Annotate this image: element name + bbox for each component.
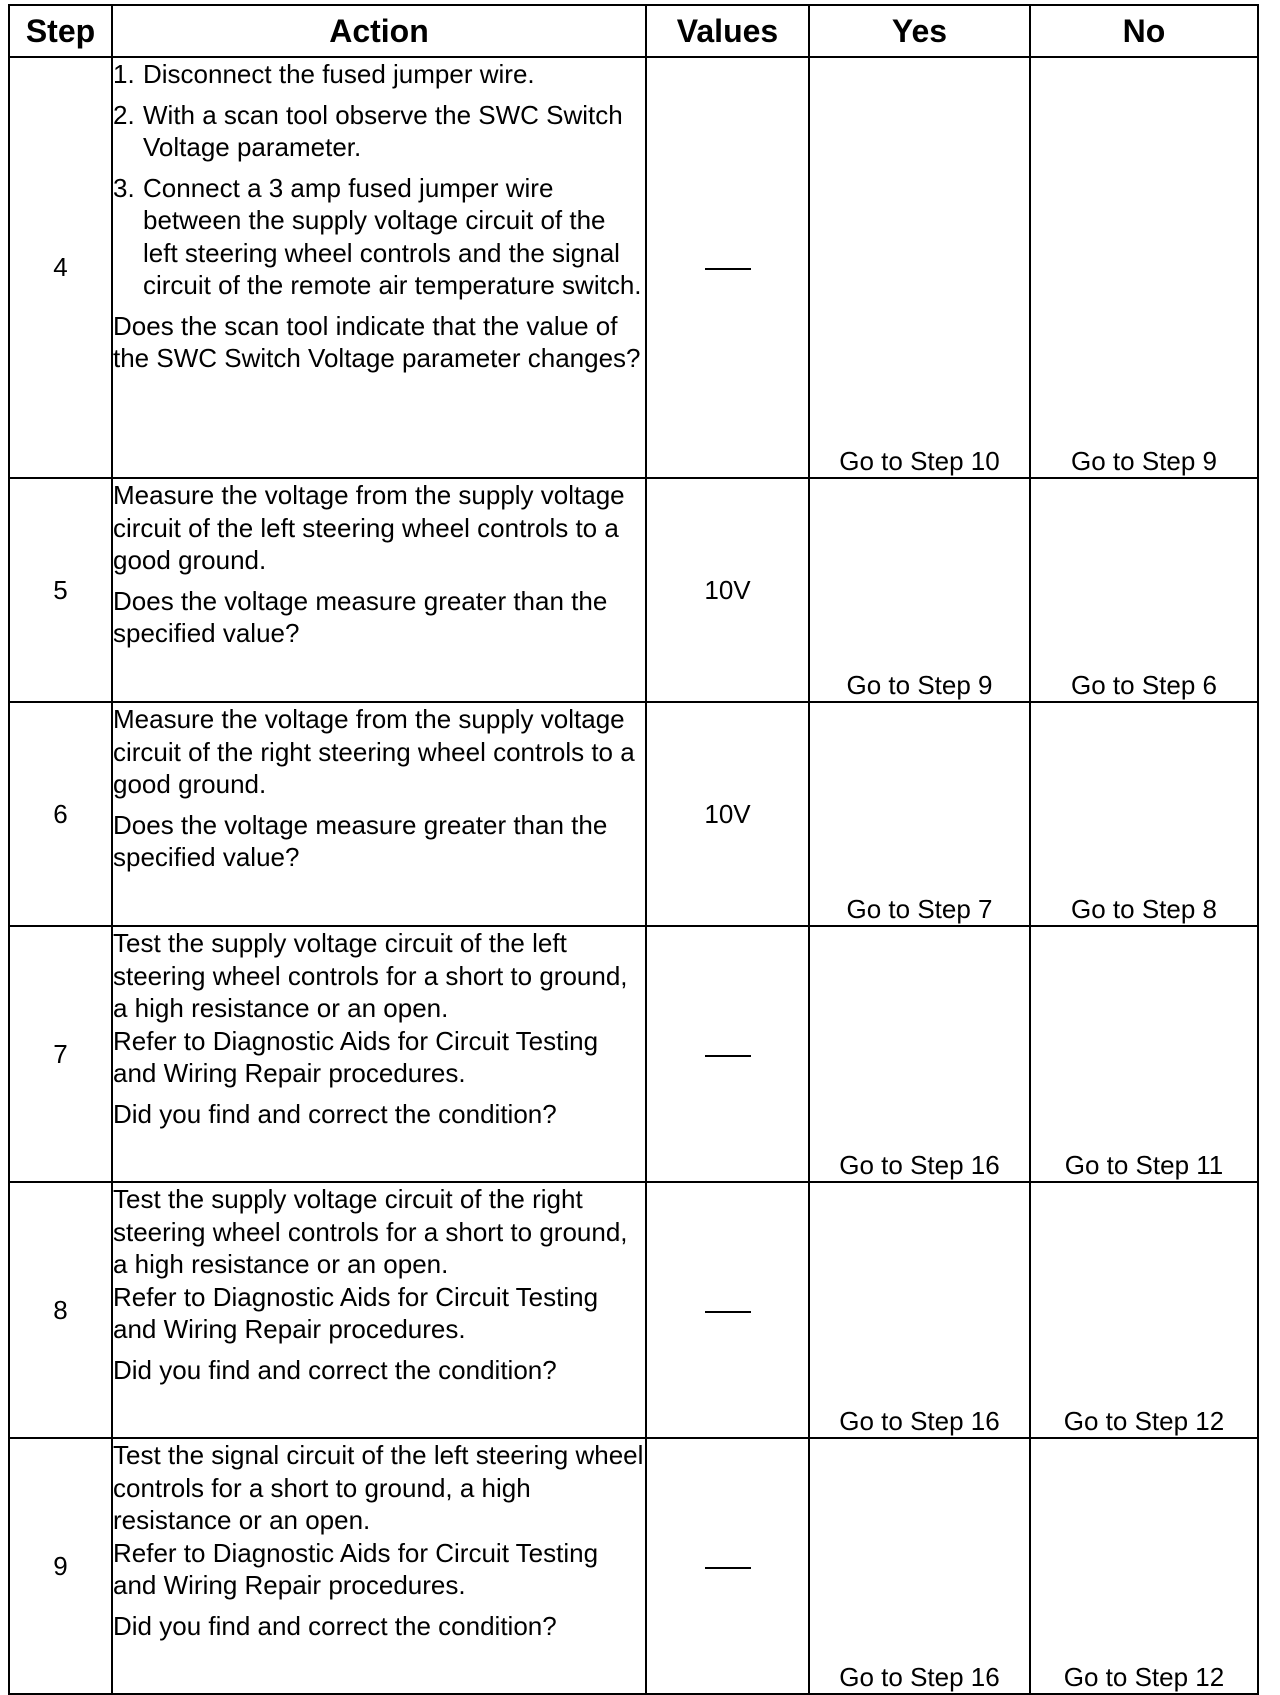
- table-row: [9, 702, 1258, 926]
- value-cell: 10V: [646, 478, 809, 702]
- step-number: 6: [9, 702, 112, 926]
- not-applicable-dash: [705, 1055, 751, 1057]
- action-question: Did you find and correct the condition?: [113, 1098, 557, 1129]
- step-number: 8: [9, 1182, 112, 1438]
- diagnostic-table: [8, 4, 1259, 1695]
- not-applicable-dash: [705, 1567, 751, 1569]
- table-row: [9, 926, 1258, 1182]
- action-reference: Refer to Diagnostic Aids for Circuit Testing and Wiring Repair procedures.: [113, 1281, 599, 1344]
- step-number: 9: [9, 1438, 112, 1694]
- list-item-text: With a scan tool observe the SWC Switch Voltage parameter.: [143, 99, 623, 162]
- action-column-header: Action: [112, 5, 646, 57]
- value-cell: [646, 1438, 809, 1694]
- no-result: Go to Step 9: [1030, 57, 1258, 478]
- value-cell: 10V: [646, 702, 809, 926]
- action-question: Did you find and correct the condition?: [113, 1610, 557, 1641]
- action-cell: [112, 926, 646, 1182]
- table-row: [9, 1438, 1258, 1694]
- list-item: [113, 99, 645, 164]
- no-result: Go to Step 6: [1030, 478, 1258, 702]
- list-item-number: 2.: [113, 99, 135, 130]
- action-question: Does the voltage measure greater than the specified value?: [113, 585, 608, 648]
- list-item-text: Connect a 3 amp fused jumper wire between the supply voltage circuit of the left steering wheel controls and the signal circuit of the remote air temperature switch.: [143, 172, 642, 300]
- action-question: Does the scan tool indicate that the value of the SWC Switch Voltage parameter changes?: [113, 310, 641, 373]
- not-applicable-dash: [705, 268, 751, 270]
- step-number: 5: [9, 478, 112, 702]
- action-cell: [112, 702, 646, 926]
- step-number: 4: [9, 57, 112, 478]
- value-cell: [646, 926, 809, 1182]
- step-number: 7: [9, 926, 112, 1182]
- table-row: [9, 478, 1258, 702]
- action-cell: [112, 57, 646, 478]
- action-instruction: Test the supply voltage circuit of the right steering wheel controls for a short to ground, a high resistance or an open.: [113, 1184, 628, 1279]
- action-instruction: Test the supply voltage circuit of the left steering wheel controls for a short to ground, a high resistance or an open.: [113, 928, 628, 1023]
- action-instruction: Measure the voltage from the supply voltage circuit of the right steering wheel controls to a good ground.: [113, 704, 635, 799]
- list-item-number: 1.: [113, 59, 135, 89]
- action-question: Does the voltage measure greater than the specified value?: [113, 809, 608, 872]
- no-result: Go to Step 12: [1030, 1438, 1258, 1694]
- action-reference: Refer to Diagnostic Aids for Circuit Testing and Wiring Repair procedures.: [113, 1537, 599, 1600]
- yes-column-header: Yes: [809, 5, 1030, 57]
- values-column-header: Values: [646, 5, 809, 57]
- step-column-header: Step: [9, 5, 112, 57]
- action-question: Did you find and correct the condition?: [113, 1354, 557, 1385]
- yes-result: Go to Step 10: [809, 57, 1030, 478]
- action-cell: [112, 1182, 646, 1438]
- header-row: [9, 5, 1258, 57]
- no-column-header: No: [1030, 5, 1258, 57]
- list-item: [113, 58, 645, 91]
- list-item-text: Disconnect the fused jumper wire.: [143, 59, 535, 89]
- action-instruction: Measure the voltage from the supply voltage circuit of the left steering wheel controls to a good ground.: [113, 480, 625, 575]
- table-row: [9, 1182, 1258, 1438]
- no-result: Go to Step 8: [1030, 702, 1258, 926]
- no-result: Go to Step 11: [1030, 926, 1258, 1182]
- list-item: [113, 172, 645, 302]
- table-row: [9, 57, 1258, 478]
- yes-result: Go to Step 16: [809, 1182, 1030, 1438]
- yes-result: Go to Step 9: [809, 478, 1030, 702]
- action-instruction: Test the signal circuit of the left steering wheel controls for a short to ground, a high resistance or an open.: [113, 1440, 644, 1535]
- list-item-number: 3.: [113, 172, 135, 203]
- action-cell: [112, 478, 646, 702]
- value-cell: [646, 57, 809, 478]
- action-reference: Refer to Diagnostic Aids for Circuit Testing and Wiring Repair procedures.: [113, 1025, 599, 1088]
- action-cell: [112, 1438, 646, 1694]
- value-cell: [646, 1182, 809, 1438]
- no-result: Go to Step 12: [1030, 1182, 1258, 1438]
- yes-result: Go to Step 16: [809, 926, 1030, 1182]
- not-applicable-dash: [705, 1311, 751, 1313]
- yes-result: Go to Step 16: [809, 1438, 1030, 1694]
- yes-result: Go to Step 7: [809, 702, 1030, 926]
